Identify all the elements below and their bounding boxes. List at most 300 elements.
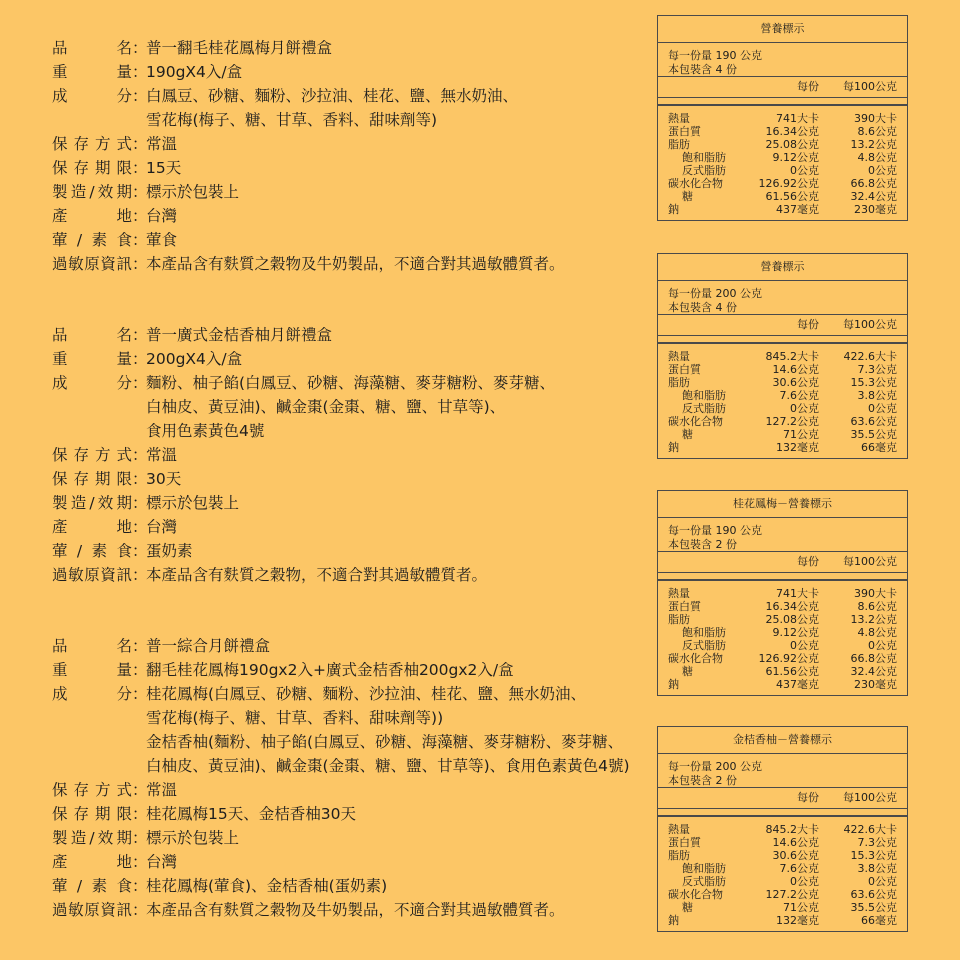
spec-value-line: 白柚皮、黃豆油)、鹹金棗(金棗、糖、鹽、甘草等)、 — [146, 398, 506, 416]
spec-label: 成 分 — [52, 685, 132, 703]
nutrition-row — [668, 613, 897, 626]
nutrient-name: 糖 — [682, 190, 693, 203]
nutrition-row — [668, 190, 897, 203]
spec-row — [52, 228, 652, 252]
nutrient-per-serving: 437毫克 — [776, 678, 819, 691]
spec-value-line: 15天 — [146, 159, 182, 177]
spec-label: 保 存 方 式 — [52, 135, 132, 153]
spec-row — [52, 84, 652, 132]
nutrient-per-serving: 126.92公克 — [758, 652, 819, 665]
spec-label: 品 名 — [52, 637, 132, 655]
nutrient-name: 脂肪 — [668, 849, 690, 862]
nutrient-per-100g: 0公克 — [868, 875, 897, 888]
serving-size: 每一份量 190 公克 — [668, 49, 762, 62]
header-per-serving: 每份 — [797, 80, 819, 93]
spec-colon: ： — [132, 901, 148, 919]
nutrition-row — [668, 112, 897, 125]
nutrient-per-100g: 35.5公克 — [850, 901, 897, 914]
spec-label: 保 存 期 限 — [52, 805, 132, 823]
nutrition-title: 金桔香柚－營養標示 — [658, 727, 907, 754]
spec-value — [146, 850, 652, 874]
spec-value — [146, 323, 652, 347]
spec-label: 過 敏 原 資 訊 — [52, 566, 132, 584]
spec-value-line: 標示於包裝上 — [146, 494, 240, 512]
nutrient-per-serving: 71公克 — [783, 901, 819, 914]
nutrition-row — [668, 652, 897, 665]
spec-label: 成 分 — [52, 87, 132, 105]
spec-row — [52, 60, 652, 84]
nutrient-name: 脂肪 — [668, 138, 690, 151]
spec-label: 葷 / 素 食 — [52, 542, 132, 560]
header-per-100g: 每100公克 — [843, 791, 897, 804]
spec-value-line: 台灣 — [146, 853, 178, 871]
serving-info — [658, 281, 907, 315]
spec-value-line: 桂花鳳梅(白鳳豆、砂糖、麵粉、沙拉油、桂花、鹽、無水奶油、 — [146, 685, 587, 703]
nutrition-rows — [658, 815, 907, 931]
nutrient-per-100g: 3.8公克 — [857, 389, 897, 402]
nutrient-per-100g: 0公克 — [868, 639, 897, 652]
spec-value-line: 本產品含有麩質之穀物及牛奶製品，不適合對其過敏體質者。 — [146, 255, 565, 273]
spec-value-line: 食用色素黃色4號 — [146, 422, 265, 440]
nutrient-per-100g: 8.6公克 — [857, 125, 897, 138]
spec-value — [146, 204, 652, 228]
spec-value-line: 本產品含有麩質之穀物及牛奶製品，不適合對其過敏體質者。 — [146, 901, 565, 919]
product-spec-1 — [52, 36, 652, 276]
nutrient-name: 蛋白質 — [668, 836, 701, 849]
nutrient-per-serving: 741大卡 — [776, 112, 819, 125]
spec-row — [52, 132, 652, 156]
nutrient-per-100g: 66.8公克 — [850, 652, 897, 665]
spec-row — [52, 180, 652, 204]
nutrient-per-serving: 9.12公克 — [772, 151, 819, 164]
spec-value — [146, 874, 652, 898]
nutrient-per-100g: 15.3公克 — [850, 849, 897, 862]
nutrient-per-100g: 32.4公克 — [850, 190, 897, 203]
nutrition-row — [668, 164, 897, 177]
spec-colon: ： — [132, 87, 148, 105]
spec-value-line: 桂花鳳梅(葷食)、金桔香柚(蛋奶素) — [146, 877, 388, 895]
spec-colon: ： — [132, 661, 148, 679]
spec-row — [52, 826, 652, 850]
spec-colon: ： — [132, 183, 148, 201]
spec-row — [52, 467, 652, 491]
nutrient-name: 蛋白質 — [668, 125, 701, 138]
header-per-serving: 每份 — [797, 791, 819, 804]
nutrient-per-serving: 132毫克 — [776, 914, 819, 927]
nutrition-row — [668, 600, 897, 613]
nutrient-per-serving: 741大卡 — [776, 587, 819, 600]
spec-colon: ： — [132, 374, 148, 392]
nutrient-name: 熱量 — [668, 587, 690, 600]
spec-row — [52, 634, 652, 658]
spec-value-line: 標示於包裝上 — [146, 183, 240, 201]
nutrient-per-serving: 845.2大卡 — [765, 823, 819, 836]
spec-value — [146, 826, 652, 850]
spec-label: 成 分 — [52, 374, 132, 392]
spec-label: 保 存 方 式 — [52, 781, 132, 799]
spec-label: 重 量 — [52, 350, 132, 368]
spec-value — [146, 467, 652, 491]
nutrition-header — [658, 315, 907, 336]
spec-label: 製 造 / 效 期 — [52, 494, 132, 512]
nutrient-per-serving: 127.2公克 — [765, 415, 819, 428]
spec-row — [52, 778, 652, 802]
spec-label: 產 地 — [52, 207, 132, 225]
nutrition-header — [658, 552, 907, 573]
spec-label: 過 敏 原 資 訊 — [52, 255, 132, 273]
nutrition-title: 營養標示 — [658, 16, 907, 43]
spec-colon: ： — [132, 350, 148, 368]
nutrient-per-serving: 9.12公克 — [772, 626, 819, 639]
nutrient-per-100g: 0公克 — [868, 402, 897, 415]
spec-value — [146, 60, 652, 84]
nutrition-row — [668, 177, 897, 190]
spec-row — [52, 156, 652, 180]
serving-info — [658, 43, 907, 77]
nutrient-name: 熱量 — [668, 112, 690, 125]
nutrition-panel-4 — [657, 726, 908, 932]
nutrition-row — [668, 823, 897, 836]
spec-label: 製 造 / 效 期 — [52, 183, 132, 201]
spec-colon: ： — [132, 159, 148, 177]
nutrition-row — [668, 626, 897, 639]
nutrition-row — [668, 875, 897, 888]
nutrient-per-serving: 0公克 — [790, 639, 819, 652]
nutrient-per-serving: 126.92公克 — [758, 177, 819, 190]
spec-value — [146, 84, 652, 132]
header-per-serving: 每份 — [797, 555, 819, 568]
nutrient-name: 糖 — [682, 901, 693, 914]
nutrition-row — [668, 203, 897, 216]
spec-value — [146, 491, 652, 515]
nutrient-name: 鈉 — [668, 678, 679, 691]
nutrient-per-100g: 66.8公克 — [850, 177, 897, 190]
nutrient-per-serving: 16.34公克 — [765, 125, 819, 138]
spec-value — [146, 347, 652, 371]
spec-label: 過 敏 原 資 訊 — [52, 901, 132, 919]
nutrition-row — [668, 849, 897, 862]
spec-value-line: 本產品含有麩質之穀物，不適合對其過敏體質者。 — [146, 566, 488, 584]
nutrient-name: 飽和脂肪 — [682, 389, 726, 402]
spec-row — [52, 371, 652, 443]
nutrient-per-100g: 0公克 — [868, 164, 897, 177]
header-spacer — [668, 315, 739, 335]
nutrient-name: 碳水化合物 — [668, 652, 723, 665]
spec-value-line: 白鳳豆、砂糖、麵粉、沙拉油、桂花、鹽、無水奶油、 — [146, 87, 519, 105]
nutrient-per-serving: 71公克 — [783, 428, 819, 441]
spec-colon: ： — [132, 135, 148, 153]
serving-size: 每一份量 200 公克 — [668, 760, 762, 773]
spec-row — [52, 802, 652, 826]
spec-colon: ： — [132, 494, 148, 512]
nutrition-row — [668, 665, 897, 678]
nutrient-per-100g: 32.4公克 — [850, 665, 897, 678]
nutrient-name: 鈉 — [668, 441, 679, 454]
spec-label: 重 量 — [52, 63, 132, 81]
nutrient-per-100g: 8.6公克 — [857, 600, 897, 613]
nutrient-name: 鈉 — [668, 203, 679, 216]
nutrient-per-serving: 0公克 — [790, 875, 819, 888]
spec-value-line: 常溫 — [146, 135, 178, 153]
header-per-100g: 每100公克 — [843, 80, 897, 93]
servings-per-package: 本包裝含 4 份 — [668, 301, 737, 314]
header-spacer — [668, 788, 739, 808]
nutrient-name: 脂肪 — [668, 376, 690, 389]
spec-value-line: 雪花梅(梅子、糖、甘草、香料、甜味劑等) — [146, 111, 438, 129]
serving-info — [658, 518, 907, 552]
nutrient-per-serving: 437毫克 — [776, 203, 819, 216]
servings-per-package: 本包裝含 2 份 — [668, 774, 737, 787]
nutrient-per-serving: 30.6公克 — [772, 376, 819, 389]
nutrient-name: 飽和脂肪 — [682, 862, 726, 875]
spec-value-line: 白柚皮、黃豆油)、鹹金棗(金棗、糖、鹽、甘草等)、食用色素黃色4號) — [146, 757, 630, 775]
spec-value-line: 普一綜合月餅禮盒 — [146, 637, 271, 655]
nutrition-row — [668, 901, 897, 914]
servings-per-package: 本包裝含 2 份 — [668, 538, 737, 551]
nutrition-row — [668, 428, 897, 441]
product-spec-3 — [52, 634, 652, 922]
spec-value-line: 麵粉、柚子餡(白鳳豆、砂糖、海藻糖、麥芽糖粉、麥芽糖、 — [146, 374, 556, 392]
header-per-100g: 每100公克 — [843, 555, 897, 568]
spec-value — [146, 778, 652, 802]
spec-value — [146, 802, 652, 826]
nutrient-per-100g: 390大卡 — [854, 112, 897, 125]
nutrient-name: 蛋白質 — [668, 600, 701, 613]
spec-colon: ： — [132, 781, 148, 799]
header-per-serving: 每份 — [797, 318, 819, 331]
serving-size: 每一份量 200 公克 — [668, 287, 762, 300]
spec-colon: ： — [132, 637, 148, 655]
spec-colon: ： — [132, 207, 148, 225]
nutrition-row — [668, 678, 897, 691]
spec-value — [146, 443, 652, 467]
nutrient-name: 飽和脂肪 — [682, 151, 726, 164]
spec-value-line: 普一廣式金桔香柚月餅禮盒 — [146, 326, 333, 344]
nutrition-row — [668, 350, 897, 363]
servings-per-package: 本包裝含 4 份 — [668, 63, 737, 76]
nutrient-per-100g: 63.6公克 — [850, 888, 897, 901]
spec-value-line: 桂花鳳梅15天、金桔香柚30天 — [146, 805, 356, 823]
nutrition-title: 桂花鳳梅－營養標示 — [658, 491, 907, 518]
spec-colon: ： — [132, 326, 148, 344]
nutrient-name: 飽和脂肪 — [682, 626, 726, 639]
nutrient-per-100g: 35.5公克 — [850, 428, 897, 441]
spec-colon: ： — [132, 470, 148, 488]
spec-row — [52, 36, 652, 60]
nutrient-name: 脂肪 — [668, 613, 690, 626]
nutrient-per-100g: 390大卡 — [854, 587, 897, 600]
spec-value-line: 標示於包裝上 — [146, 829, 240, 847]
spec-label: 品 名 — [52, 326, 132, 344]
spec-value — [146, 36, 652, 60]
nutrient-per-100g: 422.6大卡 — [843, 350, 897, 363]
spec-value-line: 台灣 — [146, 207, 178, 225]
nutrient-per-serving: 61.56公克 — [765, 665, 819, 678]
spec-value-line: 台灣 — [146, 518, 178, 536]
nutrition-row — [668, 441, 897, 454]
nutrient-per-100g: 13.2公克 — [850, 613, 897, 626]
spec-colon: ： — [132, 829, 148, 847]
spec-value — [146, 252, 652, 276]
spec-value — [146, 658, 652, 682]
nutrition-row — [668, 836, 897, 849]
nutrient-name: 糖 — [682, 428, 693, 441]
nutrient-name: 鈉 — [668, 914, 679, 927]
spec-colon: ： — [132, 805, 148, 823]
nutrient-name: 熱量 — [668, 823, 690, 836]
nutrient-name: 碳水化合物 — [668, 177, 723, 190]
spec-value — [146, 132, 652, 156]
spec-colon: ： — [132, 566, 148, 584]
nutrient-per-serving: 14.6公克 — [772, 363, 819, 376]
nutrition-panel-1 — [657, 15, 908, 221]
spec-row — [52, 539, 652, 563]
nutrient-per-serving: 25.08公克 — [765, 138, 819, 151]
spec-row — [52, 491, 652, 515]
nutrition-row — [668, 363, 897, 376]
spec-value-line: 190gX4入/盒 — [146, 63, 243, 81]
nutrient-per-100g: 63.6公克 — [850, 415, 897, 428]
spec-label: 重 量 — [52, 661, 132, 679]
spec-row — [52, 874, 652, 898]
nutrient-name: 熱量 — [668, 350, 690, 363]
nutrition-title: 營養標示 — [658, 254, 907, 281]
spec-value — [146, 371, 652, 443]
spec-value-line: 普一翻毛桂花鳳梅月餅禮盒 — [146, 39, 333, 57]
spec-label: 保 存 期 限 — [52, 159, 132, 177]
nutrient-per-serving: 0公克 — [790, 402, 819, 415]
nutrient-per-100g: 15.3公克 — [850, 376, 897, 389]
header-spacer — [668, 552, 739, 572]
nutrient-per-100g: 4.8公克 — [857, 626, 897, 639]
nutrition-row — [668, 125, 897, 138]
nutrient-per-100g: 7.3公克 — [857, 836, 897, 849]
spec-label: 葷 / 素 食 — [52, 877, 132, 895]
nutrient-per-100g: 230毫克 — [854, 678, 897, 691]
spec-value-line: 葷食 — [146, 231, 178, 249]
nutrient-per-serving: 127.2公克 — [765, 888, 819, 901]
spec-colon: ： — [132, 255, 148, 273]
spec-value — [146, 682, 652, 778]
spec-colon: ： — [132, 853, 148, 871]
nutrient-per-100g: 3.8公克 — [857, 862, 897, 875]
nutrition-row — [668, 151, 897, 164]
spec-row — [52, 682, 652, 778]
nutrient-name: 反式脂肪 — [682, 639, 726, 652]
spec-colon: ： — [132, 231, 148, 249]
spec-value-line: 金桔香柚(麵粉、柚子餡(白鳳豆、砂糖、海藻糖、麥芽糖粉、麥芽糖、 — [146, 733, 624, 751]
spec-value — [146, 898, 652, 922]
nutrition-row — [668, 376, 897, 389]
nutrient-per-serving: 16.34公克 — [765, 600, 819, 613]
nutrient-per-100g: 66毫克 — [861, 914, 897, 927]
nutrient-per-serving: 61.56公克 — [765, 190, 819, 203]
nutrition-rows — [658, 342, 907, 458]
nutrition-panel-3 — [657, 490, 908, 696]
spec-row — [52, 347, 652, 371]
spec-value-line: 常溫 — [146, 781, 178, 799]
spec-label: 保 存 方 式 — [52, 446, 132, 464]
header-per-100g: 每100公克 — [843, 318, 897, 331]
nutrient-per-100g: 66毫克 — [861, 441, 897, 454]
spec-row — [52, 252, 652, 276]
spec-colon: ： — [132, 685, 148, 703]
nutrient-per-100g: 230毫克 — [854, 203, 897, 216]
spec-label: 品 名 — [52, 39, 132, 57]
header-spacer — [668, 77, 739, 97]
nutrient-per-serving: 30.6公克 — [772, 849, 819, 862]
serving-info — [658, 754, 907, 788]
spec-label: 製 造 / 效 期 — [52, 829, 132, 847]
nutrition-row — [668, 402, 897, 415]
spec-row — [52, 658, 652, 682]
nutrition-row — [668, 639, 897, 652]
spec-colon: ： — [132, 877, 148, 895]
nutrient-name: 蛋白質 — [668, 363, 701, 376]
spec-value-line: 翻毛桂花鳳梅190gx2入+廣式金桔香柚200gx2入/盒 — [146, 661, 514, 679]
nutrition-row — [668, 138, 897, 151]
nutrient-per-100g: 4.8公克 — [857, 151, 897, 164]
product-spec-2 — [52, 323, 652, 587]
spec-label: 保 存 期 限 — [52, 470, 132, 488]
nutrient-per-serving: 845.2大卡 — [765, 350, 819, 363]
nutrition-panel-2 — [657, 253, 908, 459]
nutrition-row — [668, 888, 897, 901]
nutrient-per-serving: 0公克 — [790, 164, 819, 177]
nutrient-per-serving: 14.6公克 — [772, 836, 819, 849]
spec-value — [146, 156, 652, 180]
nutrition-rows — [658, 104, 907, 220]
spec-row — [52, 898, 652, 922]
spec-value-line: 雪花梅(梅子、糖、甘草、香料、甜味劑等)) — [146, 709, 444, 727]
nutrition-row — [668, 862, 897, 875]
nutrient-per-serving: 7.6公克 — [779, 389, 819, 402]
spec-colon: ： — [132, 446, 148, 464]
spec-value — [146, 180, 652, 204]
spec-row — [52, 563, 652, 587]
nutrient-name: 碳水化合物 — [668, 888, 723, 901]
nutrition-row — [668, 914, 897, 927]
spec-row — [52, 850, 652, 874]
nutrition-row — [668, 389, 897, 402]
spec-row — [52, 515, 652, 539]
nutrient-per-serving: 132毫克 — [776, 441, 819, 454]
spec-value-line: 200gX4入/盒 — [146, 350, 243, 368]
nutrition-row — [668, 587, 897, 600]
serving-size: 每一份量 190 公克 — [668, 524, 762, 537]
nutrient-name: 反式脂肪 — [682, 164, 726, 177]
nutrient-per-serving: 7.6公克 — [779, 862, 819, 875]
nutrient-name: 糖 — [682, 665, 693, 678]
nutrition-header — [658, 77, 907, 98]
nutrient-name: 碳水化合物 — [668, 415, 723, 428]
spec-label: 產 地 — [52, 518, 132, 536]
spec-value-line: 常溫 — [146, 446, 178, 464]
spec-value-line: 30天 — [146, 470, 182, 488]
spec-row — [52, 443, 652, 467]
nutrition-row — [668, 415, 897, 428]
nutrient-per-100g: 7.3公克 — [857, 363, 897, 376]
spec-value — [146, 539, 652, 563]
spec-colon: ： — [132, 39, 148, 57]
nutrient-per-100g: 13.2公克 — [850, 138, 897, 151]
spec-value — [146, 228, 652, 252]
spec-value-line: 蛋奶素 — [146, 542, 193, 560]
nutrition-rows — [658, 579, 907, 695]
spec-value — [146, 515, 652, 539]
nutrient-name: 反式脂肪 — [682, 402, 726, 415]
spec-colon: ： — [132, 542, 148, 560]
